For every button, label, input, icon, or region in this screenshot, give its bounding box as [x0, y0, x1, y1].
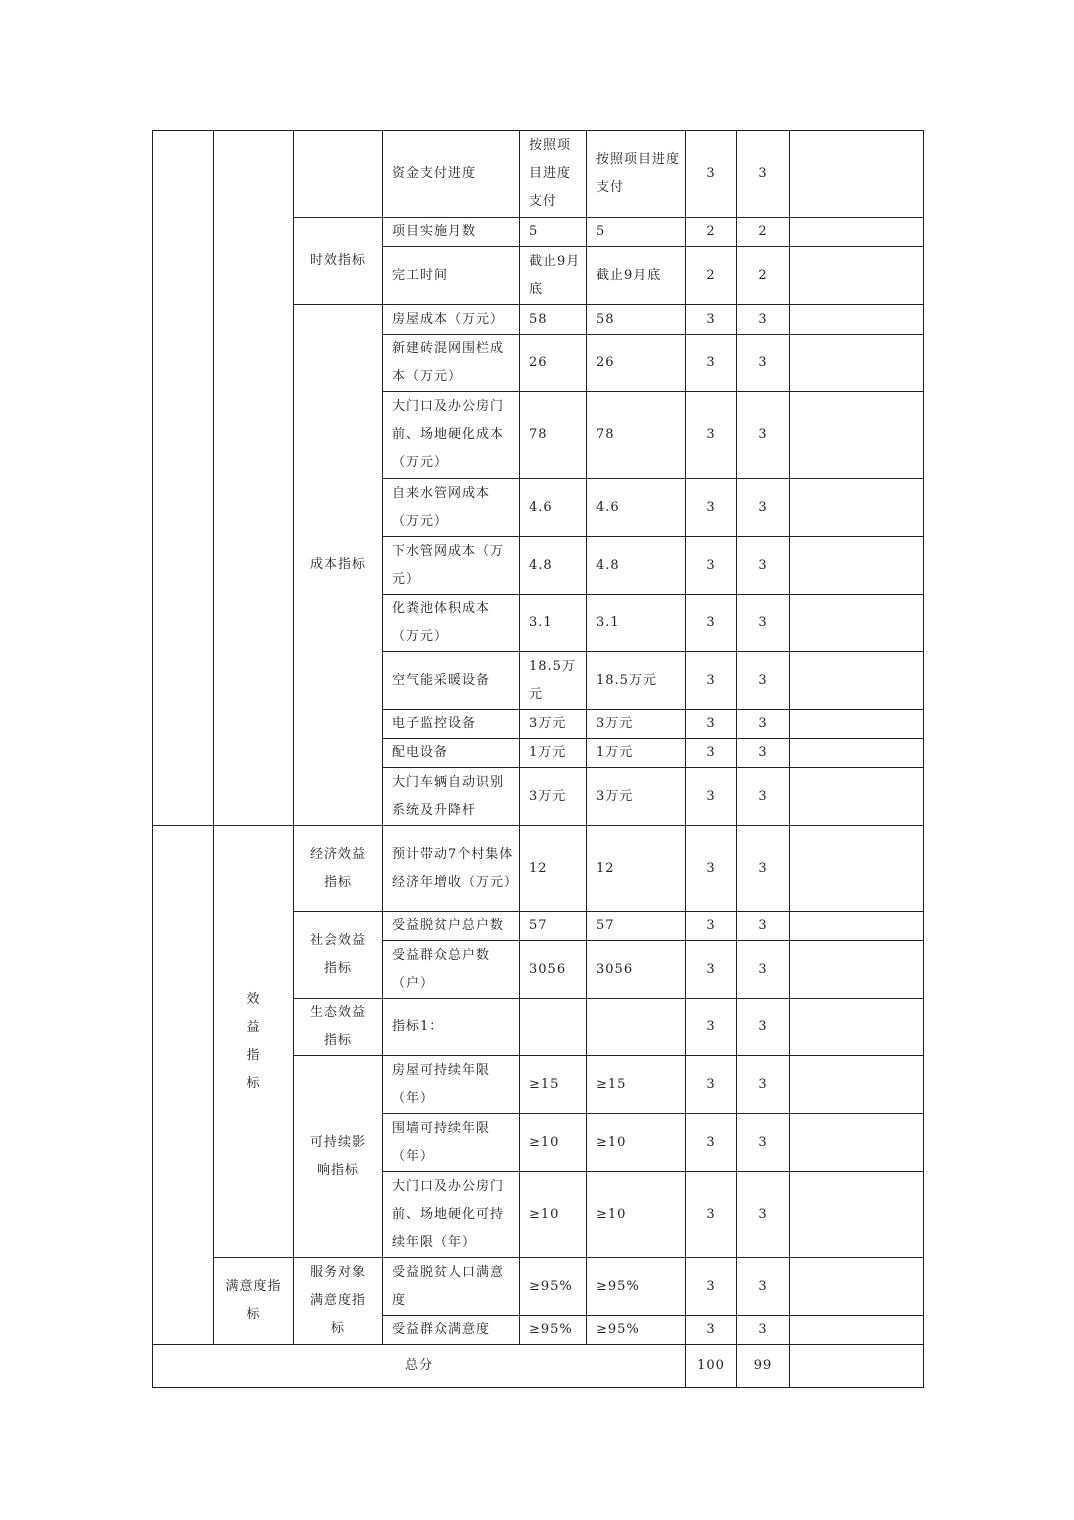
annual-target [520, 999, 587, 1056]
annual-target: 3056 [520, 941, 587, 999]
actual-value: 截止9月底 [587, 247, 686, 305]
weight-score: 3 [686, 710, 737, 739]
actual-value: 18.5万元 [587, 652, 686, 710]
annual-target: 截止9月底 [520, 247, 587, 305]
level2-category-cell [294, 131, 383, 218]
indicator-name: 电子监控设备 [383, 710, 520, 739]
actual-value: 78 [587, 392, 686, 479]
indicator-name: 房屋可持续年限（年） [383, 1056, 520, 1114]
annual-target: 12 [520, 826, 587, 912]
annual-target: 3万元 [520, 768, 587, 826]
actual-value: 3056 [587, 941, 686, 999]
earned-score: 3 [737, 537, 790, 595]
annual-target: 26 [520, 335, 587, 392]
weight-score: 3 [686, 131, 737, 218]
remark-cell [790, 941, 924, 999]
indicator-name: 空气能采暖设备 [383, 652, 520, 710]
level1-category-label: 效益指标 [214, 826, 294, 1258]
remark-cell [790, 131, 924, 218]
annual-target: 18.5万元 [520, 652, 587, 710]
level1-category-cell [153, 131, 214, 826]
annual-target: 57 [520, 912, 587, 941]
earned-score: 2 [737, 218, 790, 247]
annual-target: ≥95% [520, 1258, 587, 1316]
indicator-name: 受益群众满意度 [383, 1316, 520, 1345]
weight-score: 3 [686, 999, 737, 1056]
remark-cell [790, 1316, 924, 1345]
earned-score: 3 [737, 1056, 790, 1114]
table-row [153, 1258, 924, 1316]
remark-cell [790, 537, 924, 595]
remark-cell [790, 305, 924, 335]
indicator-name: 受益群众总户数（户） [383, 941, 520, 999]
remark-cell [790, 826, 924, 912]
annual-target: ≥10 [520, 1114, 587, 1172]
actual-value: ≥10 [587, 1172, 686, 1258]
total-label: 总分 [153, 1345, 686, 1388]
annual-target: 3万元 [520, 710, 587, 739]
weight-score: 3 [686, 941, 737, 999]
indicator-name: 大门口及办公房门前、场地硬化成本（万元） [383, 392, 520, 479]
level2-category-label: 服务对象满意度指标 [294, 1258, 383, 1345]
total-earned-score: 99 [737, 1345, 790, 1388]
weight-score: 3 [686, 768, 737, 826]
actual-value: 57 [587, 912, 686, 941]
actual-value: 58 [587, 305, 686, 335]
actual-value: 4.8 [587, 537, 686, 595]
indicator-name: 房屋成本（万元） [383, 305, 520, 335]
indicator-name: 自来水管网成本（万元） [383, 479, 520, 537]
actual-value: 12 [587, 826, 686, 912]
actual-value: ≥95% [587, 1258, 686, 1316]
earned-score: 3 [737, 392, 790, 479]
earned-score: 3 [737, 335, 790, 392]
weight-score: 3 [686, 1172, 737, 1258]
indicator-name: 受益脱贫户总户数 [383, 912, 520, 941]
weight-score: 3 [686, 595, 737, 652]
actual-value: 3.1 [587, 595, 686, 652]
annual-target: 58 [520, 305, 587, 335]
total-weight-score: 100 [686, 1345, 737, 1388]
output-category-cell [214, 131, 294, 826]
level1-category-cell [153, 826, 214, 1345]
indicator-name: 受益脱贫人口满意度 [383, 1258, 520, 1316]
annual-target: 按照项目进度支付 [520, 131, 587, 218]
remark-cell [790, 392, 924, 479]
weight-score: 3 [686, 1258, 737, 1316]
remark-cell [790, 1056, 924, 1114]
earned-score: 3 [737, 652, 790, 710]
indicator-name: 资金支付进度 [383, 131, 520, 218]
earned-score: 3 [737, 912, 790, 941]
remark-cell [790, 652, 924, 710]
earned-score: 3 [737, 768, 790, 826]
indicator-name: 大门口及办公房门前、场地硬化可持续年限（年） [383, 1172, 520, 1258]
actual-value: 按照项目进度支付 [587, 131, 686, 218]
weight-score: 3 [686, 479, 737, 537]
remark-cell [790, 912, 924, 941]
indicator-name: 围墙可持续年限（年） [383, 1114, 520, 1172]
actual-value: ≥15 [587, 1056, 686, 1114]
earned-score: 3 [737, 479, 790, 537]
remark-cell [790, 335, 924, 392]
annual-target: ≥95% [520, 1316, 587, 1345]
annual-target: 4.6 [520, 479, 587, 537]
earned-score: 3 [737, 1172, 790, 1258]
actual-value: 26 [587, 335, 686, 392]
weight-score: 3 [686, 305, 737, 335]
level2-category-label: 成本指标 [294, 305, 383, 826]
actual-value: 3万元 [587, 710, 686, 739]
weight-score: 3 [686, 739, 737, 768]
level2-category-label: 经济效益指标 [294, 826, 383, 912]
total-row [153, 1345, 924, 1388]
actual-value: 1万元 [587, 739, 686, 768]
table-row [153, 131, 924, 218]
remark-cell [790, 710, 924, 739]
table-row [153, 826, 924, 912]
remark-cell [790, 1172, 924, 1258]
weight-score: 3 [686, 1316, 737, 1345]
indicator-name: 配电设备 [383, 739, 520, 768]
earned-score: 2 [737, 247, 790, 305]
actual-value: ≥10 [587, 1114, 686, 1172]
actual-value: ≥95% [587, 1316, 686, 1345]
earned-score: 3 [737, 941, 790, 999]
earned-score: 3 [737, 305, 790, 335]
remark-cell [790, 999, 924, 1056]
actual-value: 5 [587, 218, 686, 247]
annual-target: ≥10 [520, 1172, 587, 1258]
level2-category-label: 可持续影响指标 [294, 1056, 383, 1258]
weight-score: 3 [686, 335, 737, 392]
weight-score: 3 [686, 1056, 737, 1114]
actual-value: 3万元 [587, 768, 686, 826]
weight-score: 3 [686, 1114, 737, 1172]
indicator-name: 化粪池体积成本（万元） [383, 595, 520, 652]
earned-score: 3 [737, 999, 790, 1056]
annual-target: ≥15 [520, 1056, 587, 1114]
level1-category-label: 满意度指标 [214, 1258, 294, 1345]
remark-cell [790, 1258, 924, 1316]
remark-cell [790, 739, 924, 768]
weight-score: 3 [686, 912, 737, 941]
remark-cell [790, 1114, 924, 1172]
remark-cell [790, 247, 924, 305]
actual-value: 4.6 [587, 479, 686, 537]
indicator-name: 完工时间 [383, 247, 520, 305]
remark-cell [790, 479, 924, 537]
annual-target: 3.1 [520, 595, 587, 652]
indicator-name: 新建砖混网围栏成本（万元） [383, 335, 520, 392]
remark-cell [790, 768, 924, 826]
level2-category-label: 生态效益指标 [294, 999, 383, 1056]
annual-target: 5 [520, 218, 587, 247]
earned-score: 3 [737, 131, 790, 218]
weight-score: 3 [686, 826, 737, 912]
indicator-name: 指标1： [383, 999, 520, 1056]
earned-score: 3 [737, 1114, 790, 1172]
indicator-name: 大门车辆自动识别系统及升降杆 [383, 768, 520, 826]
performance-table [152, 130, 924, 1388]
weight-score: 3 [686, 652, 737, 710]
level2-category-label: 时效指标 [294, 218, 383, 305]
weight-score: 3 [686, 537, 737, 595]
annual-target: 4.8 [520, 537, 587, 595]
remark-cell [790, 218, 924, 247]
annual-target: 78 [520, 392, 587, 479]
earned-score: 3 [737, 1258, 790, 1316]
earned-score: 3 [737, 739, 790, 768]
earned-score: 3 [737, 595, 790, 652]
earned-score: 3 [737, 826, 790, 912]
level2-category-label: 社会效益指标 [294, 912, 383, 999]
actual-value [587, 999, 686, 1056]
weight-score: 2 [686, 247, 737, 305]
remark-cell [790, 595, 924, 652]
indicator-name: 预计带动7个村集体经济年增收（万元） [383, 826, 520, 912]
earned-score: 3 [737, 1316, 790, 1345]
indicator-name: 下水管网成本（万元） [383, 537, 520, 595]
earned-score: 3 [737, 710, 790, 739]
annual-target: 1万元 [520, 739, 587, 768]
indicator-name: 项目实施月数 [383, 218, 520, 247]
weight-score: 2 [686, 218, 737, 247]
remark-cell [790, 1345, 924, 1388]
weight-score: 3 [686, 392, 737, 479]
